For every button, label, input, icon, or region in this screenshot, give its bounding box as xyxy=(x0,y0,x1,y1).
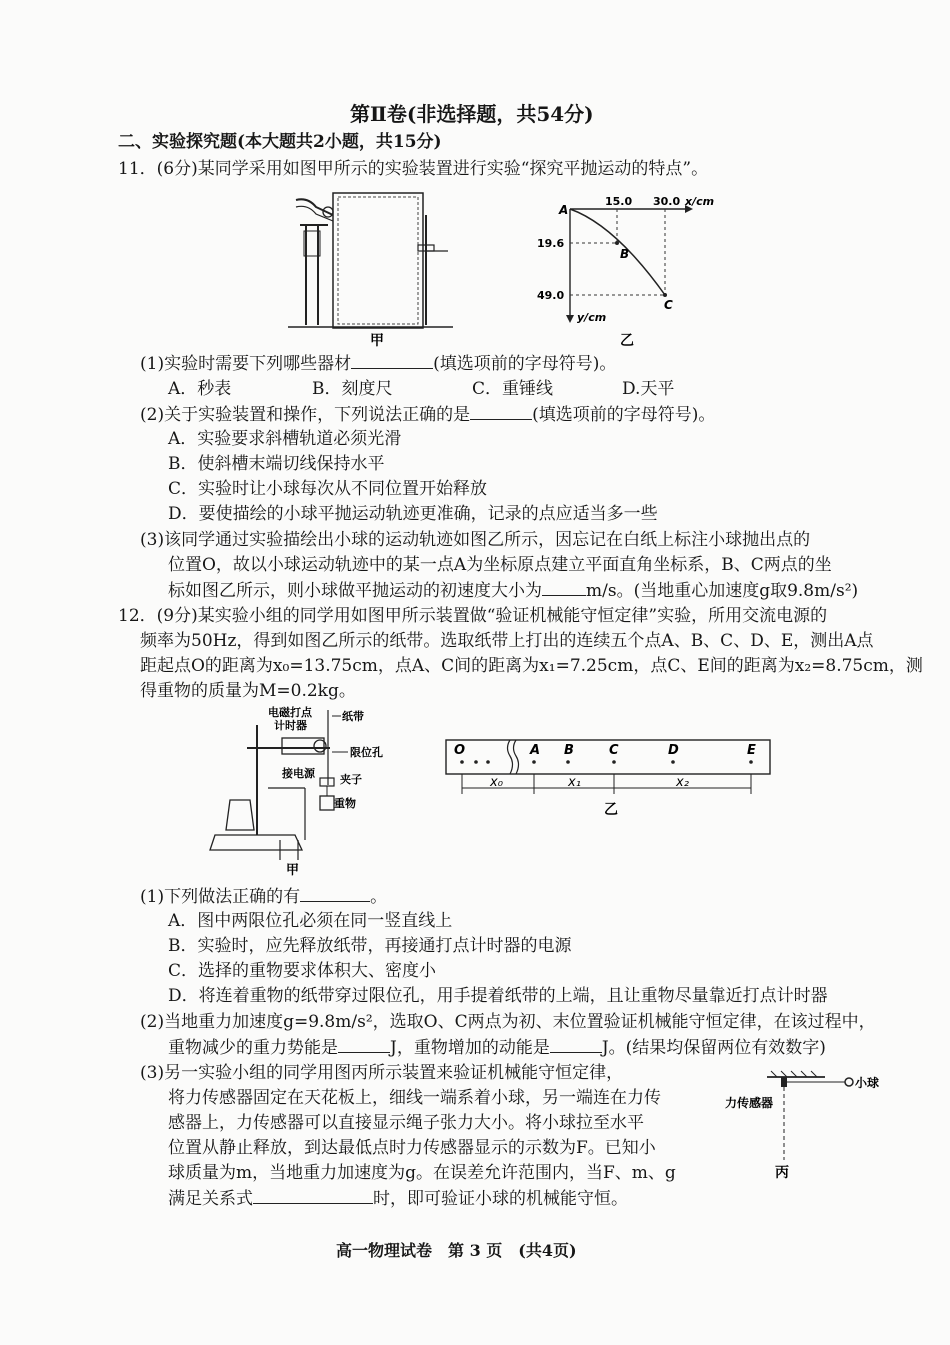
x-unit: x/cm xyxy=(685,195,715,208)
y-unit: y/cm xyxy=(577,311,607,324)
q12-part3-line6: 满足关系式 时，即可验证小球的机械能守恒。 xyxy=(168,1189,628,1209)
q12-part3-line5: 球质量为m，当地重力加速度为g。在误差允许范围内，当F、m、g xyxy=(168,1163,676,1183)
q12-part3-line3: 感器上，力传感器可以直接显示绳子张力大小。将小球拉至水平 xyxy=(168,1113,644,1133)
option: A．秒表 xyxy=(168,379,232,399)
q12-part1-option-d: D．将连着重物的纸带穿过限位孔，用手提着纸带的上端，且让重物尽量靠近打点计时器 xyxy=(168,986,828,1006)
q11-part3-line3: 标如图乙所示，则小球做平抛运动的初速度大小为 m/s。(当地重心加速度g取9.8m/s²) xyxy=(168,581,859,601)
q11-apparatus-figure xyxy=(278,185,458,350)
q12-part3-line4: 位置从静止释放，到达最低点时力传感器显示的示数为F。已知小 xyxy=(168,1138,656,1158)
option: B．刻度尺 xyxy=(312,379,393,399)
part-heading: 二、实验探究题(本大题共2小题，共15分) xyxy=(118,132,442,152)
answer-blank[interactable] xyxy=(253,1187,373,1204)
timer-label-2: 计时器 xyxy=(274,719,307,732)
sensor-label: 力传感器 xyxy=(725,1096,774,1110)
answer-blank[interactable] xyxy=(542,579,586,596)
section-title: 第Ⅱ卷(非选择题，共54分) xyxy=(350,102,594,126)
ball-label: 小球 xyxy=(855,1076,880,1090)
answer-blank[interactable] xyxy=(550,1036,602,1053)
ball xyxy=(845,1078,853,1086)
q12-paper-tape-figure xyxy=(442,738,777,820)
label-b: B xyxy=(620,247,630,261)
answer-blank[interactable] xyxy=(470,403,532,420)
q11-part3-line1: (3)该同学通过实验描绘出小球的运动轨迹如图乙所示，因忘记在白纸上标注小球抛出点的 xyxy=(140,530,811,550)
q12-part3-line2: 将力传感器固定在天花板上，细线一端系着小球，另一端连在力传 xyxy=(168,1088,661,1108)
option: D.天平 xyxy=(622,379,675,399)
q12-part1-option-b: B．实验时，应先释放纸带，再接通打点计时器的电源 xyxy=(168,936,572,956)
clip-label: 夹子 xyxy=(340,773,362,786)
q11-part1: (1)实验时需要下列哪些器材 (填选项前的字母符号)。 xyxy=(140,354,617,374)
tick-30: 30.0 xyxy=(653,195,681,208)
q11-part2: (2)关于实验装置和操作，下列说法正确的是 (填选项前的字母符号)。 xyxy=(140,405,716,425)
q12-line2: 频率为50Hz，得到如图乙所示的纸带。选取纸带上打出的连续五个点A、B、C、D、E，测出A点 xyxy=(140,631,874,651)
q12-pendulum-figure xyxy=(725,1065,895,1180)
tape-label: 纸带 xyxy=(342,710,364,723)
q11-stem: 11．(6分)某同学采用如图甲所示的实验装置进行实验“探究平抛运动的特点”。 xyxy=(118,159,709,179)
weight-block xyxy=(320,796,334,810)
label-o: O xyxy=(454,743,466,758)
tick-490: 49.0 xyxy=(537,289,565,302)
label-c: C xyxy=(664,298,673,312)
answer-blank[interactable] xyxy=(351,352,433,369)
point-b xyxy=(615,241,619,245)
fig-yi-label: 乙 xyxy=(620,333,634,349)
option: C．重锤线 xyxy=(472,379,554,399)
paper-tape xyxy=(446,740,770,774)
q11-part2-option-b: B．使斜槽末端切线保持水平 xyxy=(168,454,385,474)
q12-part1-option-a: A．图中两限位孔必须在同一竖直线上 xyxy=(168,911,453,931)
label-a: A xyxy=(530,743,541,758)
q11-part2-option-c: C．实验时让小球每次从不同位置开始释放 xyxy=(168,479,488,499)
fig-jia-label: 甲 xyxy=(370,333,384,349)
label-b: B xyxy=(564,743,574,758)
answer-blank[interactable] xyxy=(338,1036,390,1053)
q11-part2-option-d: D．要使描绘的小球平抛运动轨迹更准确，记录的点应适当多一些 xyxy=(168,504,658,524)
label-d: D xyxy=(668,743,679,758)
label-e: E xyxy=(747,743,756,758)
q12-part2-line2: 重物减少的重力势能是 J，重物增加的动能是 J。(结果均保留两位有效数字) xyxy=(168,1038,826,1058)
q11-part3-line2: 位置O，故以小球运动轨迹中的某一点A为坐标原点建立平面直角坐标系，B、C两点的坐 xyxy=(168,555,832,575)
q12-part2-line1: (2)当地重力加速度g=9.8m/s²，选取O、C两点为初、末位置验证机械能守恒定律，在该过程中， xyxy=(140,1012,876,1032)
page-footer: 高一物理试卷 第 3 页 (共4页) xyxy=(336,1241,577,1260)
q12-line1: 12．(9分)某实验小组的同学用如图甲所示装置做“验证机械能守恒定律”实验，所用交流电源的 xyxy=(118,606,828,626)
weight-label: 重物 xyxy=(334,797,356,810)
q12-line4: 得重物的质量为M=0.2kg。 xyxy=(140,681,356,701)
force-sensor xyxy=(781,1077,787,1087)
label-x1: x₁ xyxy=(568,775,581,790)
fig-jia-label-2: 甲 xyxy=(286,863,300,878)
q12-apparatus-figure xyxy=(210,700,400,880)
paper-board xyxy=(333,193,423,328)
point-c xyxy=(663,293,667,297)
q11-trajectory-graph xyxy=(525,195,720,355)
q11-part2-option-a: A．实验要求斜槽轨道必须光滑 xyxy=(168,429,402,449)
tick-196: 19.6 xyxy=(537,237,565,250)
timer-label: 电磁打点 xyxy=(268,706,312,719)
power-label: 接电源 xyxy=(282,767,315,780)
label-x2: x₂ xyxy=(676,775,689,790)
q12-part1: (1)下列做法正确的有 。 xyxy=(140,887,388,907)
fig-yi-label-2: 乙 xyxy=(604,802,618,818)
label-x0: x₀ xyxy=(490,775,503,790)
tick-15: 15.0 xyxy=(605,195,633,208)
beaker xyxy=(226,800,254,830)
label-a: A xyxy=(559,203,569,217)
q12-part1-option-c: C．选择的重物要求体积大、密度小 xyxy=(168,961,437,981)
limit-hole-label: 限位孔 xyxy=(350,746,383,759)
label-c: C xyxy=(609,743,619,758)
answer-blank[interactable] xyxy=(300,885,370,902)
q12-part3-line1: (3)另一实验小组的同学用图丙所示装置来验证机械能守恒定律， xyxy=(140,1063,624,1083)
q12-line3: 距起点O的距离为x₀=13.75cm，点A、C间的距离为x₁=7.25cm，点C、E间的距离为x₂=8.75cm，测 xyxy=(140,656,923,676)
fig-bing-label: 丙 xyxy=(775,1165,789,1181)
